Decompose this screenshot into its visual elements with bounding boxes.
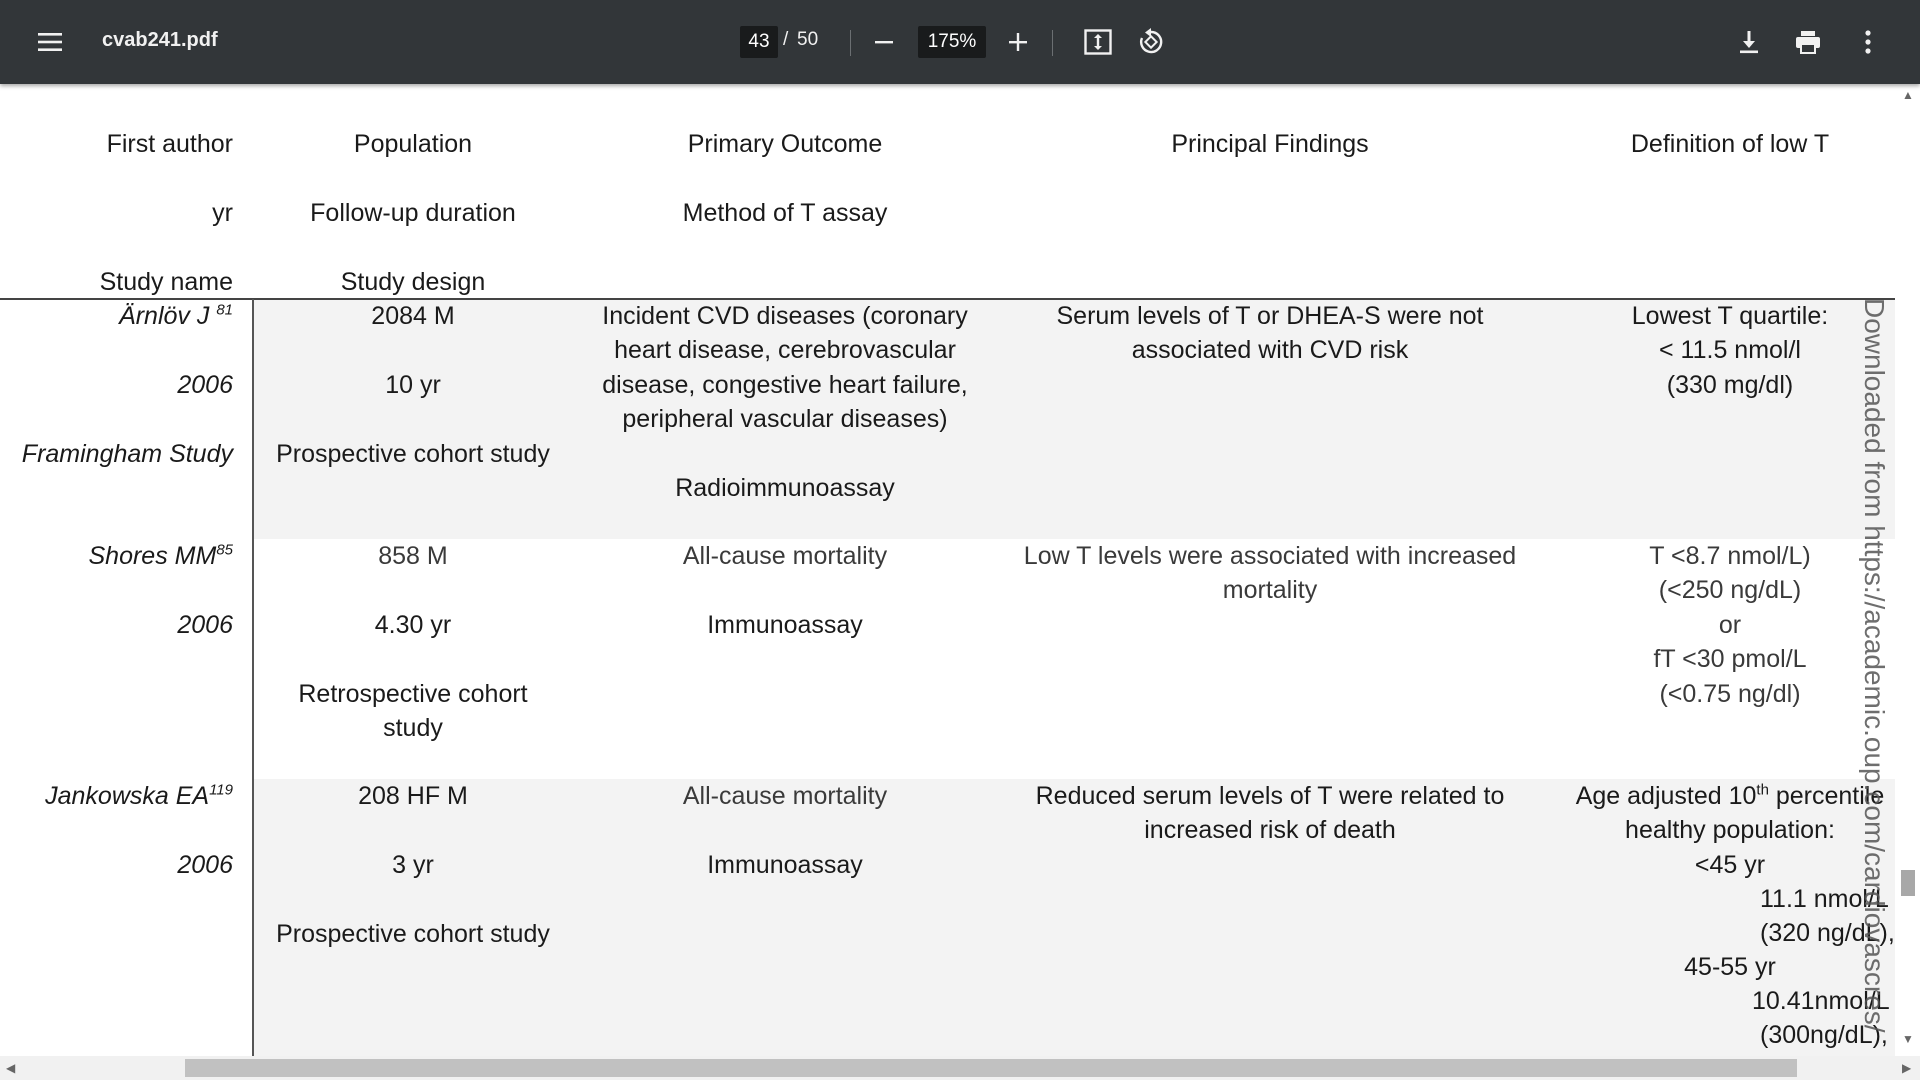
zoom-level-input[interactable]: 175% [918, 26, 986, 58]
header-t-assay: Method of T assay [682, 199, 888, 227]
row3-definition-line: 11.1 nmol/L [1760, 885, 1889, 913]
header-study-design: Study design [340, 268, 486, 296]
row1-definition-line: < 11.5 nmol/l [1659, 336, 1801, 364]
row3-year: 2006 [177, 851, 233, 879]
fit-page-icon[interactable] [1078, 22, 1118, 62]
row2-definition-line: T <8.7 nmol/L) [1649, 542, 1811, 570]
row1-duration: 10 yr [385, 371, 441, 399]
header-first-author: First author [106, 130, 233, 158]
header-population: Population [353, 130, 473, 158]
scroll-left-icon[interactable]: ◀ [6, 1061, 16, 1075]
row3-definition-line: (320 ng/dL), [1760, 919, 1895, 947]
more-options-icon[interactable] [1848, 22, 1888, 62]
row3-author: Jankowska EA$^{119}$ [45, 781, 233, 810]
header-year: yr [212, 199, 233, 227]
scroll-down-icon[interactable]: ▼ [1902, 1032, 1914, 1046]
row3-definition-line: (300ng/dL), [1760, 1021, 1888, 1049]
row2-outcome: All-cause mortality [682, 542, 888, 570]
current-page-input[interactable]: 43 [740, 26, 778, 58]
row2-definition-line: or [1718, 611, 1742, 639]
row3-definition-line: 45-55 yr [1684, 953, 1776, 981]
row1-findings-line: Serum levels of T or DHEA-S were not [1056, 302, 1484, 330]
row3-definition-line: Age adjusted 10th percentile [1575, 781, 1885, 810]
toolbar-divider [850, 30, 851, 56]
row1-design: Prospective cohort study [276, 440, 550, 468]
row3-duration: 3 yr [392, 851, 434, 879]
header-primary-outcome: Primary Outcome [687, 130, 883, 158]
row2-design-line: Retrospective cohort [298, 680, 528, 708]
page-separator: / [783, 29, 789, 50]
row1-study-name: Framingham Study [21, 440, 233, 468]
row3-definition-line: 10.41nmol/L [1752, 987, 1890, 1015]
horizontal-scroll-thumb[interactable] [185, 1059, 1797, 1077]
file-name: cvab241.pdf [102, 29, 218, 51]
row1-findings-line: associated with CVD risk [1131, 336, 1409, 364]
row1-outcome-line: disease, congestive heart failure, [602, 371, 968, 399]
row1-definition-line: (330 mg/dl) [1666, 371, 1794, 399]
total-pages: 50 [797, 29, 819, 50]
scroll-right-icon[interactable]: ▶ [1902, 1061, 1912, 1075]
zoom-in-button[interactable] [998, 22, 1038, 62]
row2-definition-line: fT <30 pmol/L [1653, 645, 1807, 673]
pdf-toolbar [0, 0, 1920, 84]
row2-findings-line: mortality [1222, 576, 1318, 604]
zoom-out-button[interactable] [864, 22, 904, 62]
row2-population: 858 M [378, 542, 448, 570]
header-study-name: Study name [99, 268, 233, 296]
row3-definition-line: healthy population: [1625, 816, 1835, 844]
row2-assay: Immunoassay [707, 611, 863, 639]
row3-assay: Immunoassay [707, 851, 863, 879]
scroll-up-icon[interactable]: ▲ [1902, 88, 1914, 102]
row2-definition-line: (<250 ng/dL) [1658, 576, 1802, 604]
row1-definition-line: Lowest T quartile: [1631, 302, 1829, 330]
menu-icon[interactable] [30, 22, 70, 62]
row1-outcome-line: heart disease, cerebrovascular [614, 336, 956, 364]
row1-outcome-line: peripheral vascular diseases) [622, 405, 948, 433]
rotate-icon[interactable] [1131, 22, 1171, 62]
vertical-scrollbar[interactable] [1895, 84, 1920, 1056]
pdf-page [0, 84, 1895, 1056]
row2-year: 2006 [177, 611, 233, 639]
pdf-viewer[interactable] [0, 84, 1920, 1080]
print-icon[interactable] [1788, 22, 1828, 62]
header-definition-low-t: Definition of low T [1630, 130, 1830, 158]
row3-definition-line: <45 yr [1694, 851, 1766, 879]
download-icon[interactable] [1729, 22, 1769, 62]
row2-duration: 4.30 yr [374, 611, 452, 639]
row3-outcome: All-cause mortality [682, 782, 888, 810]
row3-design: Prospective cohort study [276, 920, 550, 948]
row1-year: 2006 [177, 371, 233, 399]
horizontal-scrollbar[interactable] [0, 1056, 1920, 1080]
row2-findings-line: Low T levels were associated with increased [1023, 542, 1517, 570]
header-principal-findings: Principal Findings [1171, 130, 1369, 158]
header-follow-up: Follow-up duration [310, 199, 516, 227]
row3-findings-line: increased risk of death [1144, 816, 1396, 844]
vertical-scroll-thumb[interactable] [1901, 870, 1915, 896]
row1-author: Ärnlöv J $^{81}$ [119, 301, 233, 330]
row3-population: 208 HF M [358, 782, 468, 810]
row2-design-line: study [383, 714, 443, 742]
row2-definition-line: (<0.75 ng/dl) [1659, 680, 1801, 708]
row1-outcome-line: Incident CVD diseases (coronary [602, 302, 968, 330]
row1-assay: Radioimmunoassay [675, 474, 895, 502]
row3-findings-line: Reduced serum levels of T were related to [1035, 782, 1505, 810]
row2-author: Shores MM$^{85}$ [88, 541, 233, 570]
row1-population: 2084 M [371, 302, 455, 330]
toolbar-divider [1052, 30, 1053, 56]
download-watermark: Downloaded from https://academic.oup.com/cardiovascres/ [1859, 298, 1890, 1033]
